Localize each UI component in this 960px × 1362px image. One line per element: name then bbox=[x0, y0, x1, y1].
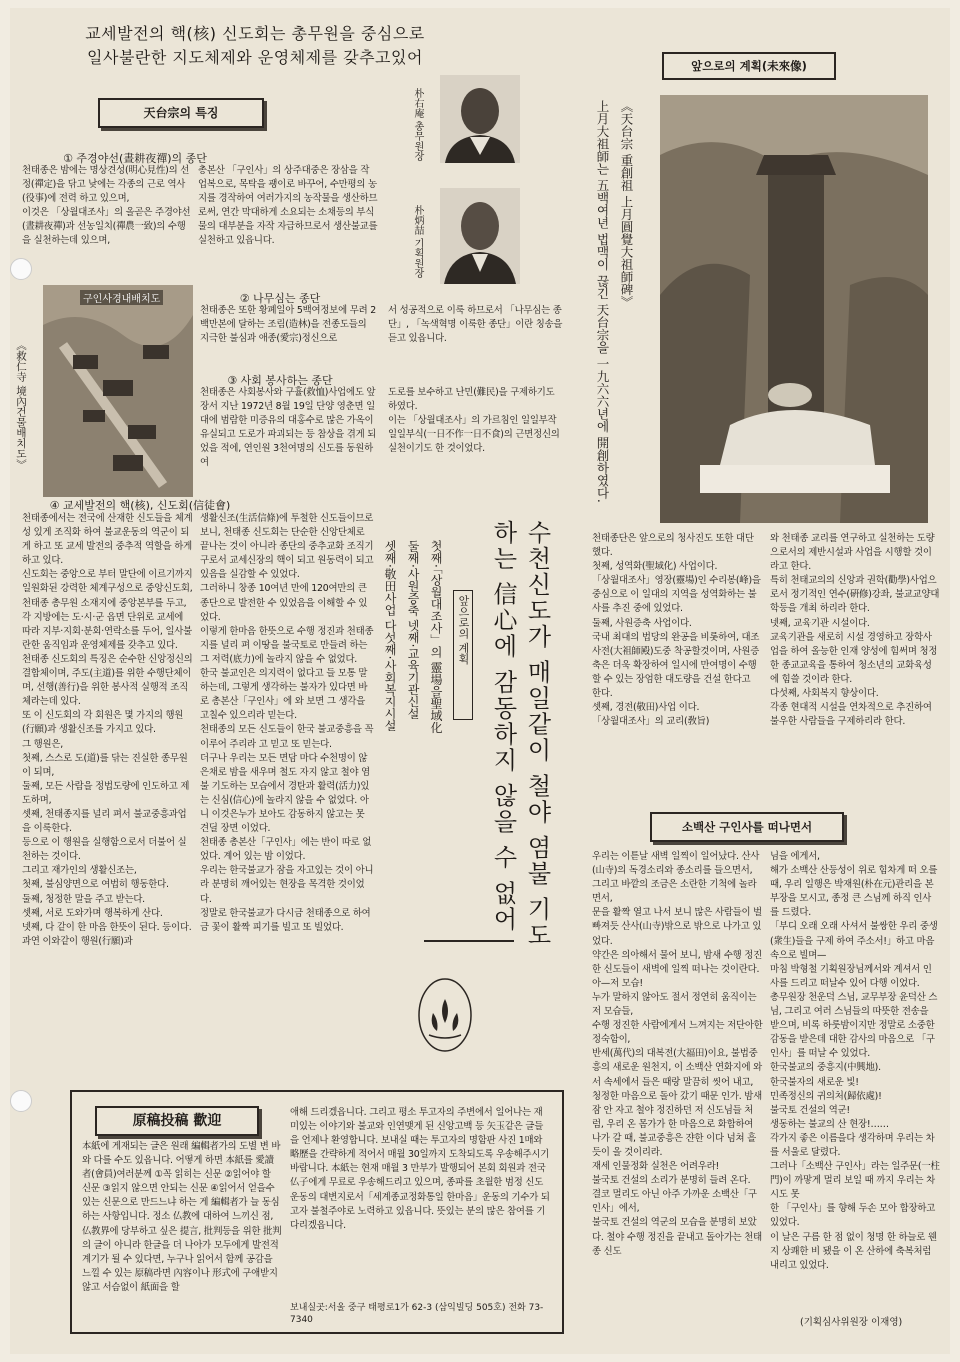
portrait-director-photo bbox=[440, 188, 520, 284]
invite-column-1: 本紙에 게재되는 글은 원래 編輯者가의 도별 변 바와 다를 수도 있읍니다. 어떻게 하면 本紙를 愛讀者(會員)여러분께 ①꼭 읽히는 신문 ②읽어야 할 신문 ③읽지 않으면 안되는 신문 ④읽어서 얻을수 있는 신문으로 만드느냐 하는 게 編輯者가 늘 동심하는 사항입니다. 정소 仏教에 대하여 느끼신 점, 仏教界에 당부하고 싶은 提言, 批判등을 위한 批判의 글이 아니라 한글을 더 나아가 모두에게 발전적 계기가 될 수 있다면, 누구나 읽어서 함께 공감을 느낄 수 있는 原稿라면 內容이나 形式에 구애받지 않고 서슴없이 紙面을 할 bbox=[82, 1141, 282, 1293]
portrait-silhouette-icon bbox=[440, 188, 520, 284]
section-1-title: ① 주경야선(晝耕夜禪)의 종단 bbox=[63, 152, 207, 165]
section-2-title: ② 나무심는 종단 bbox=[239, 292, 321, 305]
monument-photo bbox=[660, 95, 928, 523]
headline-line-2: 하는 信心에 감동하지 않을 수 없어 bbox=[489, 520, 517, 933]
portrait-silhouette-icon bbox=[440, 75, 520, 163]
portrait-chairman-photo bbox=[440, 75, 520, 163]
plan-item-2: 둘째·사원증축 넷째·교육기관신설 bbox=[406, 540, 420, 720]
section-4-column-2: 생활신조(生活信條)에 투철한 신도들이므로 보니, 천태종 신도회는 단순한 신앙단체로 끝나는 것이 아니라 종단의 중추교화 조직기구로서 교세신장의 핵이 되고 원동력이 되고 있음을 실감할 수 있었다. 그러하니 창종 10여년 만에 120여만의 큰 종단으로 발전한 수 있었음을 이해할 수 있었다. 이렇게 한마음 한뜻으로 수행 정진과 천태종지를 널리 펴 이땅을 불국토로 만들려 하는 그 저력(底力)에 놀라지 않을 수 없었다. 한국 불교인은 의지력이 없다고 들 모통 말하는데, 그렇게 생각하는 불자가 있다면 바로 총본산「구인사」에 와 보면 그 생각을 고칠수 있으리라 믿는다. 천태종의 모든 신도들이 한국 불교중흥을 꼭 이루어 주리라 고 믿고 또 믿는다. 더구나 우리는 모든 면담 마다 수천명이 않은채로 밤을 새우며 철도 자지 않고 철야 염불 기도하는 모습에서 경탄과 활력(活力)있는 신심(信心)에 놀라지 않을 수 없었다. 아니 이것은누가 보아도 감동하지 않고는 못 견딜 장면 이었다. 천태종 총본산「구인사」에는 반이 따로 없었다. 계어 있는 밤 이었다. 우리는 한국불교가 잠을 자고있는 것이 아니라 분명히 깨어있는 현장을 목격한 것이었다. 정말로 한국불교가 다시금 천태종으로 하여금 꽃이 활짝 피기를 빌고 또 빌었다. bbox=[200, 513, 374, 933]
headline-line-1: 수천신도가 매일같이 철야 염불 기도 bbox=[523, 520, 551, 949]
aerial-photo-label: 구인사경내배치도 bbox=[80, 290, 163, 305]
plan-box-label: 앞으로의 계획 bbox=[453, 590, 473, 720]
headline-divider bbox=[424, 940, 514, 942]
features-title-box: 天台宗의 특징 bbox=[98, 98, 264, 128]
section-2-right: 서 성공적으로 이룩 하므로서 「나무심는 종단」, 「녹색혁명 이룩한 종단」이란 칭송을 듣고 있읍니다. bbox=[388, 305, 563, 345]
temple-aerial-photo bbox=[43, 285, 193, 497]
section-1-body: 천태종은 밤에는 명상견성(明心見性)의 선정(禪定)을 닦고 낮에는 각종의 근로 역사(役事)에 전력 하고 있으며, 이것은 「상월대조사」의 올곧은 주경야선(晝耕夜禪)과 선농일치(禪農一致)의 수행을 실천하는데 있으며, bbox=[22, 165, 191, 247]
portrait-1-caption: 朴右庵 총무원장 bbox=[412, 88, 423, 162]
lotus-emblem-icon bbox=[415, 975, 475, 1055]
leaving-signoff: (기획심사위원장 이재영) bbox=[800, 1317, 903, 1328]
plan-column-2: 와 천태종 교리를 연구하고 실천하는 도량으로서의 제반시설과 사업을 시행할 것이라고 한다. 특히 천태교의의 신앙과 권학(勸學)사업으로서 정기적인 연수(硏修)강좌, 불교교양대학등을 개최 하리라 한다. 넷째, 교육기관 시설이다. 교육기관을 새로히 시설 경영하고 장학사업을 하여 올능한 인재 양성에 힘써며 청정한 종교교육을 통하여 청소년의 교화육성에 힘쓸 것이라 한다. 다섯째, 사회복지 향상이다. 각종 현대적 시설을 연차적으로 추진하여 불우한 사람들을 구제하리라 한다. bbox=[770, 533, 940, 728]
plan-item-1: 첫째·「상월대조사」의 靈場을聖域化 bbox=[429, 540, 443, 734]
aerial-photo-caption: 《救仁寺 境內건물배치도》 bbox=[15, 340, 27, 470]
invite-column-2: 애해 드리겠읍니다. 그리고 평소 투고자의 주변에서 일어나는 재미있는 이야기와 불교와 인연맺게 된 신앙고백 등 矢玉같은 글들을 언제나 환영합니다. 보내실 때는 투고자의 명함판 사진 1매와 略歷을 간략하게 적어서 매월 30일까지 도착되도록 우송해주시기 바랍니다. 本紙는 현재 매월 3 만부가 발행되어 본회 회원과 전국 仏子에게 무료로 우송해드리고 있으며, 종파를 초월한 범정 신도운동의 대변지로서「세계종교정화통일 한마음」운동의 기수가 되고자 불철주야로 노력하고 있읍니다. 뜻있는 분의 많은 참여를 기다리겠읍니다. bbox=[290, 1107, 550, 1231]
binder-hole bbox=[10, 258, 32, 280]
temple-buildings-image-icon bbox=[43, 285, 193, 497]
section-4-title: ④ 교세발전의 핵(核), 신도회(信徒會) bbox=[49, 499, 231, 512]
invite-title: 原稿投稿 歡迎 bbox=[95, 1106, 259, 1136]
plan-item-3: 셋째·敬田사업 다섯째·사회복지시설 bbox=[383, 540, 397, 732]
section-2-body: 천태종은 또한 황폐일아 5백여정보에 무려 2백만본에 달하는 조림(造林)을 전종도들의 지극한 불심과 애종(愛宗)정신으로 bbox=[200, 305, 376, 345]
future-plan-title-box: 앞으로의 계획(未來像) bbox=[662, 52, 836, 80]
monument-photo-caption: 《天台宗 重創祖 上月圓覺大祖師碑》 上月大祖師는 五백여년 법맥이 끊긴 天台宗을 一九六六년에 開創하였다. bbox=[595, 100, 634, 503]
section-3-body: 천태종은 사회봉사와 구휼(救恤)사업에도 앞장서 지난 1972년 8월 19일 단양 영춘면 일대에 범람한 미증유의 대홍수로 많은 가옥이 유실되고 도로가 파괴되는 등 참상을 겪게 되었을 적에, 연인원 3천여명의 신도를 동원하여 bbox=[200, 387, 377, 469]
leaving-title-box: 소백산 구인사를 떠나면서 bbox=[650, 812, 844, 842]
section-4-column-1: 천태종에서는 전국에 산재한 신도들을 체계성 있게 조직화 하여 불교운동의 역군이 되게 하고 또 교세 발전의 중추적 역할을 하게 하고 있다. 신도회는 중앙으로 부터 말단에 이르기까지 일원화된 강력한 체계구성으로 중앙신도회, 천태종 총무원 소재지에 중앙본부를 두고, 각 지방에는 도·시·군 읍면 단위로 교세에 따라 지부·지회·분회·연락소를 두어, 일사불란한 움직임과 운영체제를 갖추고 있다. 천태종 신도회의 특징은 순수한 신앙정신의 결합체이며, 주도(主道)를 위한 수행단체이며, 선행(善行)을 위한 봉사적 실행적 조직체라는데 있다. 또 이 신도회의 각 회원은 몇 가지의 행원(行願)과 생활신조를 가지고 있다. 그 행원은, 첫째, 스스로 도(道)를 닦는 진실한 종무원이 되며, 둘째, 모든 사람을 정법도량에 인도하고 제도하며, 셋째, 천태종지를 널리 펴서 불교중흥과업을 이룩한다. 등으로 이 행원을 실행함으로서 더불어 실천하는 것이다. 그리고 재가인의 생활신조는, 첫째, 불심양면으로 여법히 행동한다. 둘째, 청정한 말을 주고 받는다. 셋째, 서로 도와가며 행복하게 산다. 넷째, 다 같이 한 마음 한뜻이 된다. 등이다. 과연 이와같이 행원(行願)과 bbox=[22, 513, 193, 947]
section-3-right: 도로를 보수하고 난민(難民)을 구제하기도 하였다. 이는 「상월대조사」의 가르침인 일일부작 일일부식(一日不作一日不食)의 근면정신의 실천이기도 한 것이었다. bbox=[388, 387, 560, 455]
section-3-title: ③ 사회 봉사하는 종단 bbox=[227, 374, 333, 387]
portrait-2-caption: 朴炳喆 기획원장 bbox=[412, 205, 423, 279]
section-1-right: 총본산 「구인사」의 상주대중은 장삼을 작업복으로, 목탁을 괭이로 바꾸어, 수만평의 농지를 경작하여 여러가지의 농작물을 생산하므로써, 연간 막대하게 소요되는 소채등의 부식물의 대부분을 자작 자급하므로서 생산불교를 실천하고 있읍니다. bbox=[198, 165, 378, 247]
plan-column-1: 천태종단은 앞으로의 청사진도 또한 대단 했다. 첫째, 성역화(聖域化) 사업이다. 「상월대조사」영장(靈場)인 수리봉(峰)을 중심으로 이 일대의 지역을 성역화하는 불사를 추진 중에 있었다. 둘째, 사원증축 사업이다. 국내 최대의 법당의 완공을 비롯하여, 대조사전(大祖師殿)도중 착공할것이며, 사원증축은 더욱 확장하여 일시에 만여명이 수행할 수 있는 장엄한 대도량을 건설 한다고 한다. 셋째, 경전(敬田)사업 이다. 「상월대조사」의 교리(敎旨) bbox=[592, 533, 761, 728]
invite-address: 보내실곳:서울 중구 태평로1가 62-3 (삼익빌딩 505호) 전화 73-7340 bbox=[290, 1303, 544, 1325]
leaving-column-2: 님을 에게서, 해가 소백산 산등성이 위로 힘차게 떠 오를 때, 우리 일행은 박재원(朴在元)관리을 본부장을 모시고, 종정 큰 스님께 하직 인사를 드렸다. 「부디 오래 오래 사셔서 불쌍한 우리 중생(衆生)들을 구제 하여 주소서!」하고 마음속으로 빌며— 마침 박형철 기획원장님께서와 계셔서 인사를 드리고 떠날수 있어 다행 이었다. 총무원장 천운덕 스님, 교무부장 윤덕산 스님, 그리고 여러 스님들의 따뜻한 전송을 받으며, 비록 하룻밤이지만 정말로 소중한 감동을 받은데 대한 감사의 마음으로 「구인사」를 떠날 수 있었다. 한국불교의 중흥지(中興地). 한국불자의 새로운 빛! 민족정신의 귀의처(歸依處)! 불국토 건설의 역군! 생동하는 불교의 산 현장!…… 각가지 좋은 이름을다 생각하며 우리는 차를 서울로 달렸다. 그러나「소백산 구인사」라는 일주문(一柱門)이 까맣게 멀리 보일 때 까지 우리는 차 시도 못 한 「구인사」를 향해 두손 모아 합장하고 있었다. 이 날은 구름 한 점 없이 청명 한 하늘로 웬지 상쾌한 비 됐을 이 온 산하에 축복처럼 내리고 있었다. bbox=[770, 851, 940, 1271]
leaving-column-1: 우리는 이튿날 새벽 일찍이 일어났다. 산사(山寺)의 독경소리와 종소리를 들으면서, 그리고 바깥의 조금은 소란한 기척에 놀라면서, 문을 활짝 열고 나서 보니 많은 사람들이 벌 빠져듯 산사(山寺)밖으로 밖으로 나가고 있었다. 약간은 의아해서 물어 보니, 밤새 수행 정진한 신도들이 새벽에 일찍 떠나는 것이란다. 아—저 모습! 누가 말하지 않아도 절서 정연히 움직이는 저 모습들, 수행 정진한 사람에게서 느껴지는 저단아한 정숙함이, 반세(萬代)의 대복전(大福田)이요, 불법중흥의 새로운 원천지, 이 소백산 연화지에 와서 속세에서 들은 때랑 말끔히 씻어 내고, 청정한 마음으로 돌아 갔기 때문 인가. 밤새 잠 안 자고 철야 정진하던 저 신도님들 처럼, 우리 온 몸가가 한 마음으로 화합하여 나가 갈 때, 불교중흥은 쟌한 이다 넘쳐 흘듯이 올 것이리라. 재세 인물정화 실천은 어려우라! 불국토 건설의 소리가 분명히 들려 온다. 결코 멀리도 아닌 아주 가까운 소백산「구인사」에서, 불국토 건설의 역군의 모습을 분명히 보았다. 철야 수행 정진을 끝내고 돌아가는 천태종 신도 bbox=[592, 851, 763, 1257]
header-line-1: 교세발전의 핵(核) 신도회는 총무원을 중심으로 bbox=[85, 24, 425, 43]
stone-monument-image-icon bbox=[660, 95, 928, 523]
header-line-2: 일사불란한 지도체제와 운영체제를 갖추고있어 bbox=[87, 48, 423, 67]
binder-hole bbox=[10, 1090, 32, 1112]
